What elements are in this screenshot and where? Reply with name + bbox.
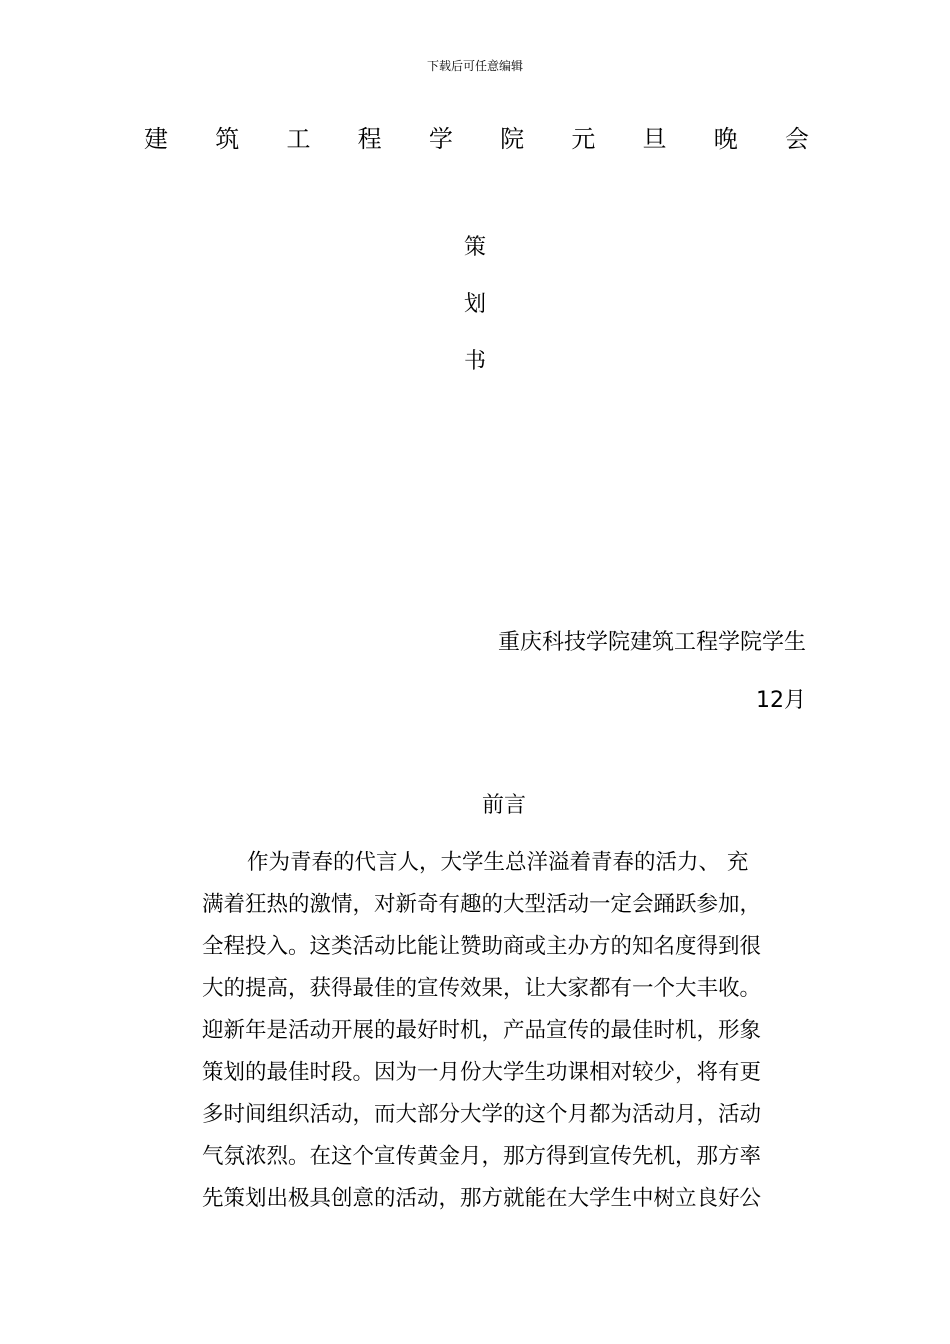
title-char: 会 xyxy=(784,125,809,153)
preface-line: 气氛浓烈。在这个宣传黄金月，那方得到宣传先机，那方率 xyxy=(202,1144,762,1169)
title-char: 晚 xyxy=(713,125,738,153)
preface-line: 多时间组织活动，而大部分大学的这个月都为活动月，活动 xyxy=(202,1102,762,1127)
preface-line: 大的提高，获得最佳的宣传效果，让大家都有一个大丰收。 xyxy=(202,976,762,1001)
preface-line: 策划的最佳时段。因为一月份大学生功课相对较少，将有更 xyxy=(202,1060,762,1085)
title-char: 旦 xyxy=(642,125,667,153)
title-char: 筑 xyxy=(215,125,240,153)
document-date: 12月 xyxy=(756,688,806,713)
preface-line: 满着狂热的激情，对新奇有趣的大型活动一定会踊跃参加， xyxy=(202,892,762,917)
title-char: 院 xyxy=(500,125,525,153)
preface-line: 作为青春的代言人，大学生总洋溢着青春的活力、 充 xyxy=(247,850,749,875)
header-note: 下载后可任意编辑 xyxy=(426,59,523,73)
organization-name: 重庆科技学院建筑工程学院学生 xyxy=(497,630,806,655)
subtitle-char: 划 xyxy=(463,292,486,317)
title-char: 程 xyxy=(357,125,382,153)
subtitle-char: 书 xyxy=(463,349,486,374)
subtitle-char: 策 xyxy=(463,235,486,260)
preface-line: 全程投入。这类活动比能让赞助商或主办方的知名度得到很 xyxy=(202,934,762,959)
title-char: 建 xyxy=(144,125,168,153)
title-char: 元 xyxy=(571,125,596,153)
title-char: 学 xyxy=(428,125,453,153)
preface-body xyxy=(202,847,808,1225)
preface-line: 先策划出极具创意的活动，那方就能在大学生中树立良好公 xyxy=(202,1186,762,1211)
preface-line: 迎新年是活动开展的最好时机，产品宣传的最佳时机，形象 xyxy=(202,1018,762,1043)
preface-heading: 前言 xyxy=(481,793,526,818)
title-char: 工 xyxy=(286,125,311,153)
document-title xyxy=(143,122,810,156)
